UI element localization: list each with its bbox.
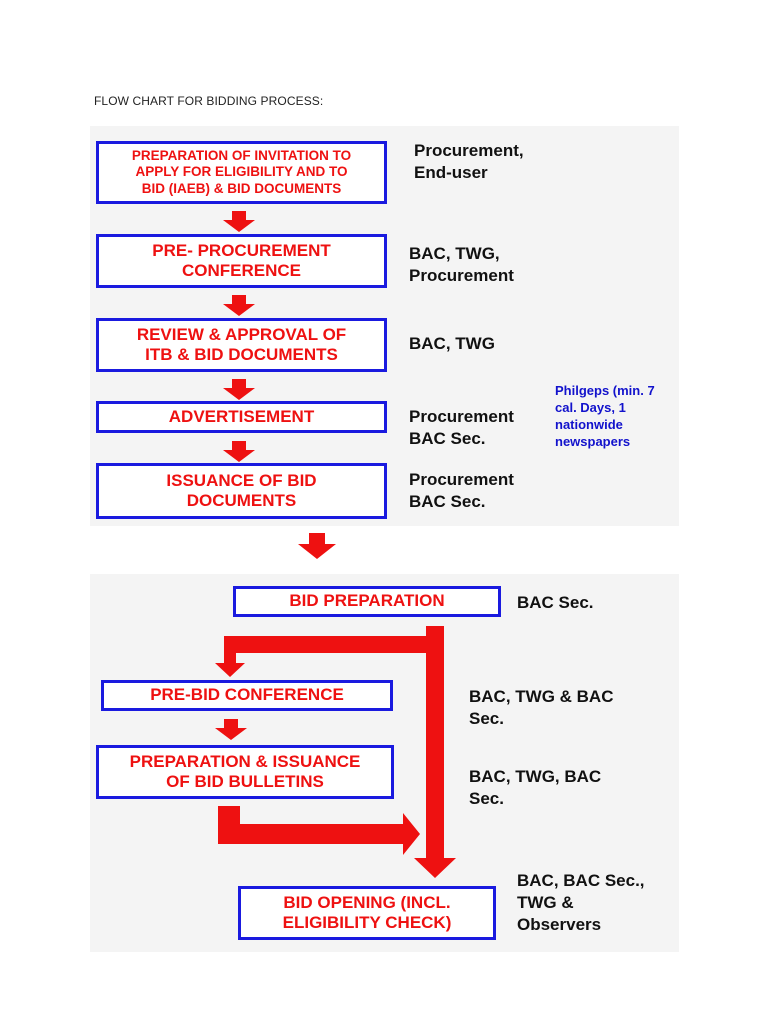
step-preparation-iaeb: PREPARATION OF INVITATION TO APPLY FOR ELIGIBILITY AND TO BID (IAEB) & BID DOCUMENTS bbox=[96, 141, 387, 204]
step-pre-bid-conference: PRE-BID CONFERENCE bbox=[101, 680, 393, 711]
step-issuance-bid-documents: ISSUANCE OF BID DOCUMENTS bbox=[96, 463, 387, 519]
responsible-pre-procurement: BAC, TWG, Procurement bbox=[409, 244, 514, 286]
step-bid-opening: BID OPENING (INCL. ELIGIBILITY CHECK) bbox=[238, 886, 496, 940]
arrow-down-3 bbox=[223, 379, 255, 400]
step-review-approval: REVIEW & APPROVAL OF ITB & BID DOCUMENTS bbox=[96, 318, 387, 372]
responsible-bid-bulletins: BAC, TWG, BAC Sec. bbox=[469, 767, 602, 809]
arrow-join-right bbox=[218, 806, 420, 855]
step-advertisement: ADVERTISEMENT bbox=[96, 401, 387, 433]
arrow-down-long bbox=[414, 626, 456, 878]
step-pre-procurement-conference: PRE- PROCUREMENT CONFERENCE bbox=[96, 234, 387, 288]
page-title: FLOW CHART FOR BIDDING PROCESS: bbox=[94, 94, 324, 108]
arrow-down-2 bbox=[223, 295, 255, 316]
responsible-issuance: Procurement BAC Sec. bbox=[409, 470, 514, 512]
arrow-down-4 bbox=[223, 441, 255, 462]
responsible-advertisement: Procurement BAC Sec. bbox=[409, 407, 514, 449]
responsible-pre-bid-conference: BAC, TWG & BAC Sec. bbox=[469, 687, 614, 729]
responsible-bid-preparation: BAC Sec. bbox=[517, 593, 594, 612]
responsible-review: BAC, TWG bbox=[409, 334, 495, 353]
responsible-bid-opening: BAC, BAC Sec., TWG & Observers bbox=[517, 871, 645, 935]
responsible-preparation: Procurement, End-user bbox=[414, 141, 524, 183]
arrow-down-between-panels bbox=[298, 533, 336, 559]
step-bid-preparation: BID PREPARATION bbox=[233, 586, 501, 617]
arrow-branch-left bbox=[215, 636, 426, 677]
step-bid-bulletins: PREPARATION & ISSUANCE OF BID BULLETINS bbox=[96, 745, 394, 799]
arrow-down-5 bbox=[215, 719, 247, 740]
arrow-down-1 bbox=[223, 211, 255, 232]
advertisement-note: Philgeps (min. 7 cal. Days, 1 nationwide newspapers bbox=[555, 383, 655, 449]
